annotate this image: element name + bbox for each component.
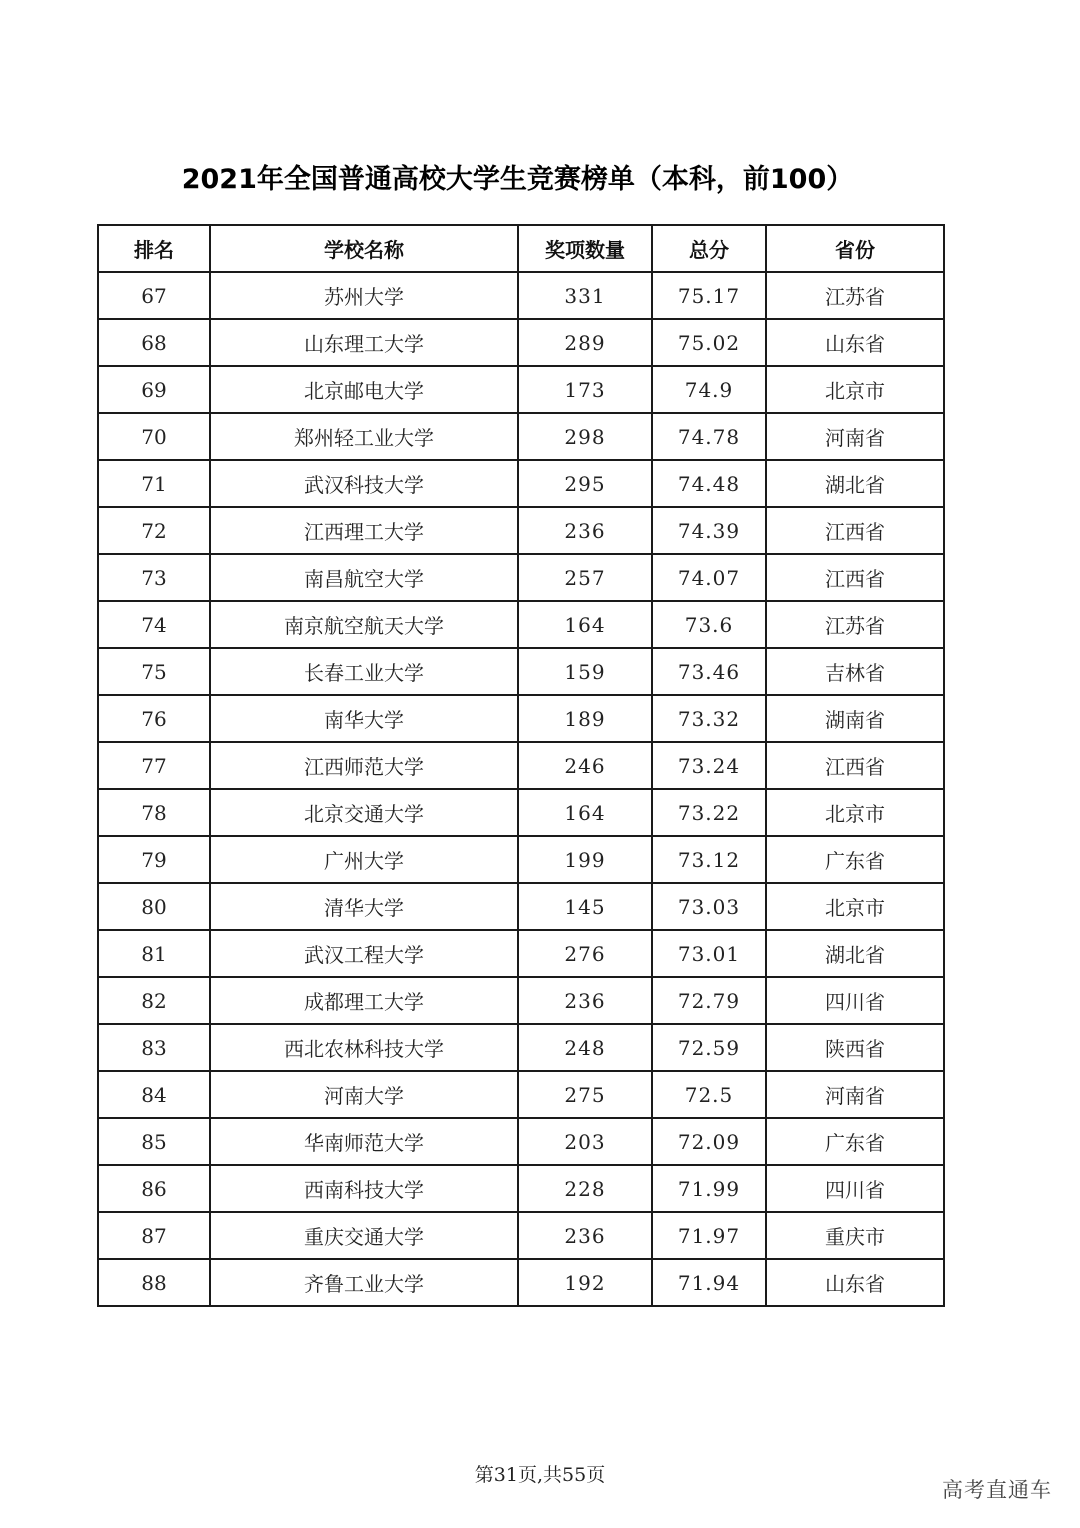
table-row — [98, 554, 944, 601]
cell-award-count: 189 — [518, 695, 652, 742]
cell-award-count: 236 — [518, 977, 652, 1024]
cell-rank: 78 — [98, 789, 210, 836]
cell-award-count: 192 — [518, 1259, 652, 1306]
cell-province: 江西省 — [766, 507, 944, 554]
table-header-row — [98, 225, 944, 272]
table-row — [98, 319, 944, 366]
cell-province: 湖北省 — [766, 460, 944, 507]
table-row — [98, 648, 944, 695]
cell-school-name: 郑州轻工业大学 — [210, 413, 518, 460]
cell-province: 山东省 — [766, 1259, 944, 1306]
cell-rank: 81 — [98, 930, 210, 977]
cell-province: 湖北省 — [766, 930, 944, 977]
cell-province: 北京市 — [766, 789, 944, 836]
table-row — [98, 1259, 944, 1306]
table-row — [98, 272, 944, 319]
table-row — [98, 742, 944, 789]
cell-rank: 67 — [98, 272, 210, 319]
cell-award-count: 289 — [518, 319, 652, 366]
cell-rank: 83 — [98, 1024, 210, 1071]
cell-school-name: 南华大学 — [210, 695, 518, 742]
table-row — [98, 1165, 944, 1212]
cell-school-name: 山东理工大学 — [210, 319, 518, 366]
cell-school-name: 武汉工程大学 — [210, 930, 518, 977]
cell-province: 湖南省 — [766, 695, 944, 742]
table-row — [98, 695, 944, 742]
cell-award-count: 331 — [518, 272, 652, 319]
cell-rank: 80 — [98, 883, 210, 930]
cell-total-score: 74.9 — [652, 366, 766, 413]
cell-rank: 77 — [98, 742, 210, 789]
cell-total-score: 73.22 — [652, 789, 766, 836]
cell-total-score: 74.48 — [652, 460, 766, 507]
cell-award-count: 159 — [518, 648, 652, 695]
cell-rank: 82 — [98, 977, 210, 1024]
cell-school-name: 广州大学 — [210, 836, 518, 883]
table-row — [98, 1212, 944, 1259]
cell-school-name: 苏州大学 — [210, 272, 518, 319]
cell-province: 吉林省 — [766, 648, 944, 695]
cell-school-name: 华南师范大学 — [210, 1118, 518, 1165]
table-row — [98, 413, 944, 460]
table-row — [98, 930, 944, 977]
table-row — [98, 883, 944, 930]
cell-rank: 68 — [98, 319, 210, 366]
cell-total-score: 73.46 — [652, 648, 766, 695]
cell-rank: 79 — [98, 836, 210, 883]
cell-province: 重庆市 — [766, 1212, 944, 1259]
cell-total-score: 75.02 — [652, 319, 766, 366]
cell-total-score: 73.12 — [652, 836, 766, 883]
cell-award-count: 145 — [518, 883, 652, 930]
cell-school-name: 江西师范大学 — [210, 742, 518, 789]
cell-school-name: 北京交通大学 — [210, 789, 518, 836]
ranking-table — [97, 224, 945, 1307]
cell-award-count: 228 — [518, 1165, 652, 1212]
cell-total-score: 71.97 — [652, 1212, 766, 1259]
cell-rank: 88 — [98, 1259, 210, 1306]
cell-total-score: 72.59 — [652, 1024, 766, 1071]
cell-award-count: 257 — [518, 554, 652, 601]
cell-award-count: 298 — [518, 413, 652, 460]
cell-school-name: 齐鲁工业大学 — [210, 1259, 518, 1306]
cell-award-count: 203 — [518, 1118, 652, 1165]
cell-rank: 69 — [98, 366, 210, 413]
cell-award-count: 246 — [518, 742, 652, 789]
cell-school-name: 北京邮电大学 — [210, 366, 518, 413]
cell-school-name: 西南科技大学 — [210, 1165, 518, 1212]
cell-province: 北京市 — [766, 366, 944, 413]
cell-rank: 74 — [98, 601, 210, 648]
cell-school-name: 清华大学 — [210, 883, 518, 930]
cell-rank: 75 — [98, 648, 210, 695]
cell-total-score: 74.39 — [652, 507, 766, 554]
cell-province: 江苏省 — [766, 272, 944, 319]
table-row — [98, 507, 944, 554]
cell-province: 山东省 — [766, 319, 944, 366]
cell-rank: 86 — [98, 1165, 210, 1212]
table-row — [98, 1118, 944, 1165]
header-province: 省份 — [766, 225, 944, 272]
cell-province: 江西省 — [766, 742, 944, 789]
cell-province: 广东省 — [766, 836, 944, 883]
cell-award-count: 236 — [518, 507, 652, 554]
cell-award-count: 275 — [518, 1071, 652, 1118]
cell-total-score: 71.99 — [652, 1165, 766, 1212]
cell-rank: 70 — [98, 413, 210, 460]
header-total-score: 总分 — [652, 225, 766, 272]
cell-province: 四川省 — [766, 977, 944, 1024]
cell-province: 北京市 — [766, 883, 944, 930]
cell-total-score: 73.03 — [652, 883, 766, 930]
cell-rank: 72 — [98, 507, 210, 554]
cell-award-count: 164 — [518, 789, 652, 836]
cell-school-name: 武汉科技大学 — [210, 460, 518, 507]
header-rank: 排名 — [98, 225, 210, 272]
cell-award-count: 173 — [518, 366, 652, 413]
cell-school-name: 南京航空航天大学 — [210, 601, 518, 648]
header-award-count: 奖项数量 — [518, 225, 652, 272]
cell-total-score: 72.5 — [652, 1071, 766, 1118]
cell-award-count: 248 — [518, 1024, 652, 1071]
cell-province: 广东省 — [766, 1118, 944, 1165]
cell-rank: 76 — [98, 695, 210, 742]
header-school-name: 学校名称 — [210, 225, 518, 272]
cell-total-score: 71.94 — [652, 1259, 766, 1306]
cell-total-score: 73.32 — [652, 695, 766, 742]
cell-school-name: 西北农林科技大学 — [210, 1024, 518, 1071]
cell-total-score: 72.79 — [652, 977, 766, 1024]
table-row — [98, 366, 944, 413]
cell-total-score: 74.78 — [652, 413, 766, 460]
table-row — [98, 1024, 944, 1071]
cell-rank: 73 — [98, 554, 210, 601]
cell-province: 河南省 — [766, 413, 944, 460]
cell-rank: 85 — [98, 1118, 210, 1165]
document-title: 2021年全国普通高校大学生竞赛榜单（本科，前100） — [181, 164, 854, 195]
cell-school-name: 重庆交通大学 — [210, 1212, 518, 1259]
cell-total-score: 73.24 — [652, 742, 766, 789]
cell-total-score: 74.07 — [652, 554, 766, 601]
cell-school-name: 江西理工大学 — [210, 507, 518, 554]
cell-total-score: 73.6 — [652, 601, 766, 648]
cell-rank: 87 — [98, 1212, 210, 1259]
cell-school-name: 成都理工大学 — [210, 977, 518, 1024]
table-row — [98, 601, 944, 648]
cell-province: 江苏省 — [766, 601, 944, 648]
cell-award-count: 199 — [518, 836, 652, 883]
table-row — [98, 836, 944, 883]
cell-total-score: 73.01 — [652, 930, 766, 977]
cell-province: 四川省 — [766, 1165, 944, 1212]
cell-award-count: 276 — [518, 930, 652, 977]
table-row — [98, 1071, 944, 1118]
cell-rank: 84 — [98, 1071, 210, 1118]
cell-total-score: 75.17 — [652, 272, 766, 319]
table-row — [98, 460, 944, 507]
cell-award-count: 236 — [518, 1212, 652, 1259]
page-indicator: 第31页,共55页 — [474, 1464, 606, 1486]
cell-province: 河南省 — [766, 1071, 944, 1118]
cell-school-name: 长春工业大学 — [210, 648, 518, 695]
cell-school-name: 南昌航空大学 — [210, 554, 518, 601]
cell-province: 陕西省 — [766, 1024, 944, 1071]
cell-school-name: 河南大学 — [210, 1071, 518, 1118]
cell-award-count: 164 — [518, 601, 652, 648]
cell-total-score: 72.09 — [652, 1118, 766, 1165]
cell-province: 江西省 — [766, 554, 944, 601]
cell-rank: 71 — [98, 460, 210, 507]
table-row — [98, 977, 944, 1024]
table-row — [98, 789, 944, 836]
table-body — [98, 272, 944, 1306]
watermark-text: 高考直通车 — [942, 1478, 1052, 1502]
cell-award-count: 295 — [518, 460, 652, 507]
